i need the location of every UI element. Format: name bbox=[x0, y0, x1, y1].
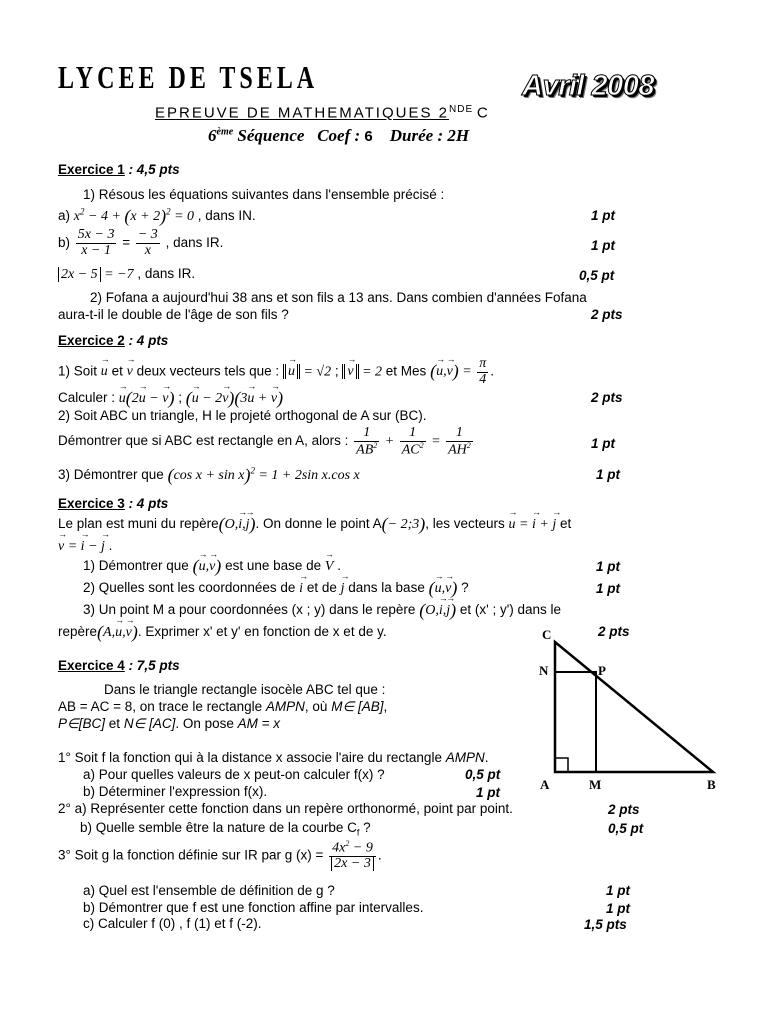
ex3-heading: Exercice 3 : 4 pts bbox=[58, 496, 169, 511]
relation-heights: $\frac{1}{AB^2}$ + $\frac{1}{AC^2}$ = $\frac{1}{AH^2}$ bbox=[356, 425, 471, 458]
ex4-p1a-points: 0,5 pt bbox=[465, 767, 501, 782]
ex1-qc-points: 0,5 pt bbox=[579, 268, 615, 283]
function-g: $\frac{4x^2 - 9}{2x - 3}$ bbox=[329, 840, 376, 872]
ex4-p1: 1° Soit f la fonction qui à la distance x associe l'aire du rectangle AMPN. bbox=[58, 750, 489, 765]
ex3-q3-points: 2 pts bbox=[598, 624, 630, 639]
ex3-q3: 3) Un point M a pour coordonnées (x ; y) dans le repère (O,→ i,→ j) et (x' ; y') dans le bbox=[83, 600, 561, 621]
ex3-q1: 1) Démontrer que (→ u,→ v) est une base de → V . bbox=[83, 556, 341, 577]
ex4-p3c-points: 1,5 pts bbox=[584, 917, 627, 932]
expression-1: → u(2→ u − → v) bbox=[119, 391, 175, 406]
ex2-q2-show: Démontrer que si ABC est rectangle en A, alors : $\frac{1}{AB^2}$ + $\frac{1}{AC^2}$ = $\frac{1}{AH^2}$ bbox=[58, 426, 475, 458]
ex3-q1-points: 1 pt bbox=[596, 559, 621, 574]
ex4-p1a: a) Pour quelles valeurs de x peut-on calculer f(x) ? bbox=[83, 767, 385, 782]
ex3-vector-v: → v = → i − → j . bbox=[58, 538, 112, 555]
ex2-calc-points: 2 pts bbox=[591, 390, 623, 405]
ex3-q2: 2) Quelles sont les coordonnées de → i et de → j dans la base (→ u,→ v) ? bbox=[83, 578, 469, 599]
label-m: M bbox=[589, 777, 602, 792]
ex2-heading: Exercice 2 : 4 pts bbox=[58, 333, 169, 348]
expression-2: (→ u − 2→ v)(3→ u + → v) bbox=[186, 391, 283, 406]
ex4-intro1: Dans le triangle rectangle isocèle ABC tel que : bbox=[104, 682, 386, 697]
fraction-left: $\frac{5x - 3}{x - 1}$ bbox=[77, 227, 115, 258]
exam-date: Avril 2008 bbox=[522, 70, 655, 102]
frame-oij: (O,→ i,→ j) bbox=[219, 517, 256, 532]
right-angle-marker bbox=[555, 758, 568, 772]
ex3-q2-points: 1 pt bbox=[596, 581, 621, 596]
equation-c: 2x − 5 = −7 bbox=[58, 267, 134, 282]
ex4-p3c: c) Calculer f (0) , f (1) et f (-2). bbox=[83, 916, 262, 931]
ex2-q3: 3) Démontrer que (cos x + sin x)$^2$ = 1 + 2sin x.cos x bbox=[58, 465, 360, 485]
ex4-p3a-points: 1 pt bbox=[606, 883, 631, 898]
label-a: A bbox=[540, 777, 550, 792]
norm-u: → u = √2 bbox=[283, 364, 331, 379]
ex1-q2-points: 2 pts bbox=[591, 307, 623, 322]
triangle-figure bbox=[530, 622, 730, 802]
ex4-intro2: AB = AC = 8, on trace le rectangle AMPN, où M∈ [AB], bbox=[58, 699, 388, 714]
ex3-q3-cont: repère(A,→ u,→ v). Exprimer x' et y' en fonction de x et de y. bbox=[58, 622, 387, 643]
ex1-q1-intro: 1) Résous les équations suivantes dans l'ensemble précisé : bbox=[83, 187, 445, 202]
label-n: N bbox=[539, 663, 549, 678]
ex1-qc: 2x − 5 = −7 , dans IR. bbox=[58, 266, 195, 283]
triangle-abc bbox=[555, 642, 713, 772]
ex4-p3b-points: 1 pt bbox=[606, 901, 631, 916]
ex1-q2-line1: 2) Fofana a aujourd'hui 38 ans et son fils a 13 ans. Dans combien d'années Fofana bbox=[90, 290, 587, 305]
ex4-p3b: b) Démontrer que f est une fonction affine par intervalles. bbox=[83, 900, 424, 915]
fraction-right: $\frac{- 3}{x}$ bbox=[137, 227, 158, 258]
ex4-p2a: 2° a) Représenter cette fonction dans un repère orthonormé, point par point. bbox=[58, 801, 513, 816]
ex1-qb-points: 1 pt bbox=[591, 238, 616, 253]
trig-identity: (cos x + sin x)$^2$ = 1 + 2sin x.cos x bbox=[167, 465, 360, 485]
ex1-q2-line2: aura-t-il le double de l'âge de son fils ? bbox=[58, 307, 289, 322]
ex4-p3a: a) Quel est l'ensemble de définition de g ? bbox=[83, 883, 335, 898]
ex4-p2b: b) Quelle semble être la nature de la courbe $C_f$ ? bbox=[80, 820, 371, 838]
ex4-p2b-points: 0,5 pt bbox=[608, 821, 644, 836]
ex4-p1b: b) Déterminer l'expression f(x). bbox=[83, 784, 268, 799]
norm-v: → v = 2 bbox=[342, 364, 382, 379]
ex4-p2a-points: 2 pts bbox=[608, 802, 640, 817]
ex2-q2-points: 1 pt bbox=[591, 436, 616, 451]
ex2-q3-points: 1 pt bbox=[596, 467, 621, 482]
ex2-q2: 2) Soit ABC un triangle, H le projeté orthogonal de A sur (BC). bbox=[58, 408, 427, 423]
equation-a: $x^2 - 4 + (x + 2)^2 = 0$ bbox=[73, 206, 195, 226]
point-a-coords: (− 2;3) bbox=[381, 514, 426, 534]
ex1-heading: Exercice 1 : 4,5 pts bbox=[58, 162, 180, 177]
ex4-p3: 3° Soit g la fonction définie sur IR par g (x) = $\frac{4x^2 - 9}{2x - 3}$ . bbox=[58, 839, 382, 872]
ex4-heading: Exercice 4 : 7,5 pts bbox=[58, 658, 180, 673]
ex2-q1: 1) Soit → u et → v deux vecteurs tels que : → u = √2 ; → v = 2 et Mes (→ u,→ v) = $\frac{\pi}{4}$ . bbox=[58, 357, 494, 387]
label-p: P bbox=[598, 663, 606, 678]
ex2-calc: Calculer : → u(2→ u − → v) ; (→ u − 2→ v)(3→ u + → v) bbox=[58, 388, 283, 409]
ex1-qa: a) $x^2 - 4 + (x + 2)^2 = 0$ , dans IN. bbox=[58, 206, 256, 226]
ex4-intro3: P∈[BC] et N∈ [AC]. On pose AM = x bbox=[58, 716, 281, 731]
sequence-line: 6ème Séquence Coef : 6 Durée : 2H bbox=[208, 126, 470, 145]
label-c: C bbox=[542, 627, 552, 642]
label-b: B bbox=[707, 777, 716, 792]
ex1-qb: b) $\frac{5x - 3}{x - 1}$ = $\frac{- 3}{x}$ , dans IR. bbox=[58, 227, 224, 258]
ex1-qa-points: 1 pt bbox=[591, 208, 616, 223]
exam-title: EPREUVE DE MATHEMATIQUES 2NDE C bbox=[155, 104, 488, 122]
rectangle-ampn bbox=[555, 672, 596, 772]
ex3-intro: Le plan est muni du repère(O,→ i,→ j). On donne le point A(− 2;3), les vecteurs → u = → i + → j et bbox=[58, 514, 571, 535]
ex4-p1b-points: 1 pt bbox=[476, 785, 501, 800]
school-name: LYCEE DE TSELA bbox=[58, 62, 319, 96]
angle-uv: (→ u,→ v) = $\frac{\pi}{4}$ bbox=[430, 364, 490, 379]
